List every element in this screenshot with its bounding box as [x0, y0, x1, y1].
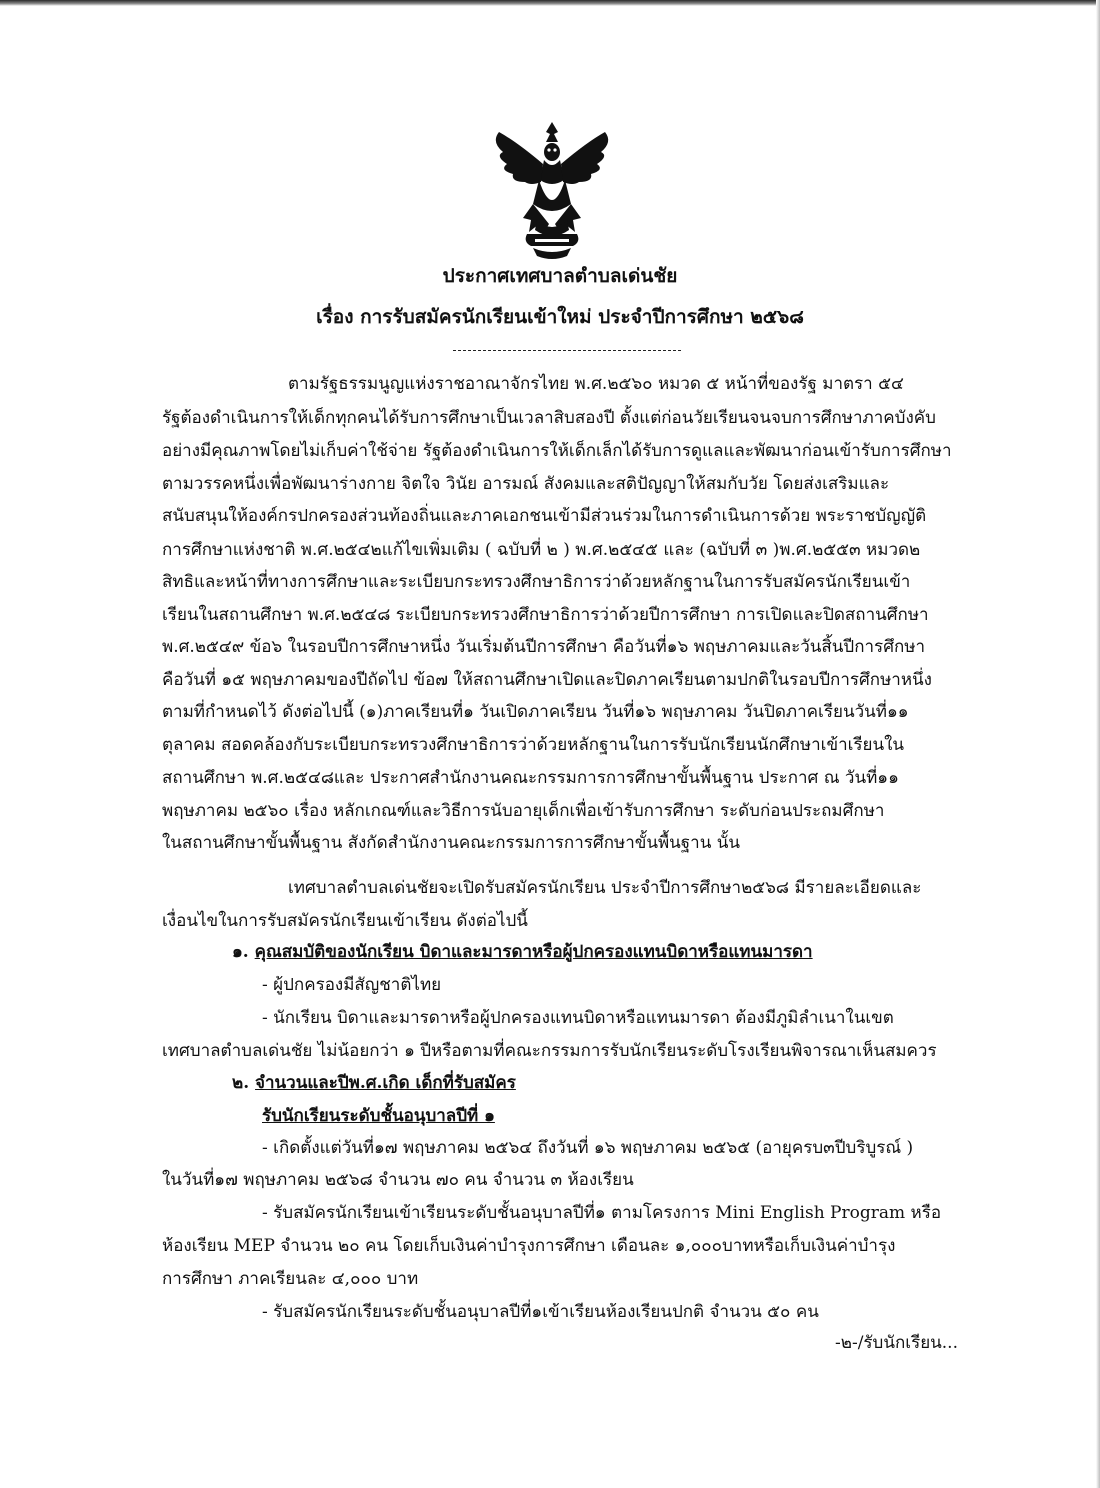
scan-edge-top [0, 0, 1100, 6]
paragraph-line: สถานศึกษา พ.ศ.๒๕๔๘และ ประกาศสำนักงานคณะกรรมการการศึกษาขั้นพื้นฐาน ประกาศ ณ วันที่๑๑ [162, 768, 899, 788]
paragraph-line: ห้องเรียน MEP จำนวน ๒๐ คน โดยเก็บเงินค่าบำรุงการศึกษา เดือนละ ๑,๐๐๐บาทหรือเก็บเงินค่าบำรุง [162, 1236, 896, 1256]
paragraph-line: การศึกษา ภาคเรียนละ ๔,๐๐๐ บาท [162, 1269, 419, 1289]
paragraph-line: ในวันที่๑๗ พฤษภาคม ๒๕๖๘ จำนวน ๗๐ คน จำนวน ๓ ห้องเรียน [162, 1170, 634, 1190]
section-1-title: คุณสมบัติของนักเรียน บิดาและมารดาหรือผู้ปกครองแทนบิดาหรือแทนมารดา [254, 942, 813, 962]
paragraph-line: ตามวรรคหนึ่งเพื่อพัฒนาร่างกาย จิตใจ วินัย อารมณ์ สังคมและสติปัญญาให้สมกับวัย โดยส่งเสริมและ [162, 474, 890, 494]
paragraph-line: ตามที่กำหนดไว้ ดังต่อไปนี้ (๑)ภาคเรียนที่๑ วันเปิดภาคเรียน วันที่๑๖ พฤษภาคม วันปิดภาคเรียนวันที่๑๑ [162, 702, 909, 722]
paragraph-line: เงื่อนไขในการรับสมัครนักเรียนเข้าเรียน ดังต่อไปนี้ [162, 911, 528, 931]
paragraph-line: เทศบาลตำบลเด่นชัย ไม่น้อยกว่า ๑ ปีหรือตามที่คณะกรรมการรับนักเรียนระดับโรงเรียนพิจารณาเห็นสมควร [162, 1041, 937, 1061]
paragraph-line: เทศบาลตำบลเด่นชัยจะเปิดรับสมัครนักเรียน ประจำปีการศึกษา๒๕๖๘ มีรายละเอียดและ [288, 878, 922, 898]
section-2-subtitle: รับนักเรียนระดับชั้นอนุบาลปีที่ ๑ [262, 1106, 495, 1126]
bullet-item: - รับสมัครนักเรียนระดับชั้นอนุบาลปีที่๑เข้าเรียนห้องเรียนปกติ จำนวน ๕๐ คน [262, 1302, 819, 1322]
paragraph-line: เรียนในสถานศึกษา พ.ศ.๒๕๔๘ ระเบียบกระทรวงศึกษาธิการว่าด้วยปีการศึกษา การเปิดและปิดสถานศึกษา [162, 605, 929, 625]
section-1-heading [232, 935, 958, 969]
bullet-item: - รับสมัครนักเรียนเข้าเรียนระดับชั้นอนุบาลปีที่๑ ตามโครงการ Mini English Program หรือ [262, 1203, 942, 1223]
paragraph-line: คือวันที่ ๑๕ พฤษภาคมของปีถัดไป ข้อ๗ ให้สถานศึกษาเปิดและปิดภาคเรียนตามปกติในรอบปีการศึกษาหนึ่ง [162, 670, 932, 690]
title-divider [453, 350, 681, 351]
section-2-subheading [262, 1099, 958, 1133]
section-2-number: ๒. [232, 1073, 250, 1093]
paragraph-line: พ.ศ.๒๕๔๙ ข้อ๖ ในรอบปีการศึกษาหนึ่ง วันเริ่มต้นปีการศึกษา คือวันที่๑๖ พฤษภาคมและวันสิ้นปีการศึกษา [162, 637, 926, 657]
paragraph-line: ในสถานศึกษาขั้นพื้นฐาน สังกัดสำนักงานคณะกรรมการการศึกษาขั้นพื้นฐาน นั้น [162, 833, 740, 853]
section-1-number: ๑. [232, 942, 249, 962]
paragraph-line: พฤษภาคม ๒๕๖๐ เรื่อง หลักเกณฑ์และวิธีการนับอายุเด็กเพื่อเข้ารับการศึกษา ระดับก่อนประถมศึกษา [162, 801, 885, 821]
announcement-subject: เรื่อง การรับสมัครนักเรียนเข้าใหม่ ประจำปีการศึกษา ๒๕๖๘ [316, 306, 804, 328]
paragraph-line: การศึกษาแห่งชาติ พ.ศ.๒๕๔๒แก้ไขเพิ่มเติม ( ฉบับที่ ๒ ) พ.ศ.๒๕๔๕ และ (ฉบับที่ ๓ )พ.ศ.๒๕๕๓ หมวด๒ [162, 540, 921, 560]
garuda-emblem-icon [477, 112, 627, 262]
announcement-title: ประกาศเทศบาลตำบลเด่นชัย [442, 265, 678, 287]
section-2-title: จำนวนและปีพ.ศ.เกิด เด็กที่รับสมัคร [255, 1073, 516, 1093]
paragraph-line: สิทธิและหน้าที่ทางการศึกษาและระเบียบกระทรวงศึกษาธิการว่าด้วยหลักฐานในการรับสมัครนักเรียนเข้า [162, 572, 911, 592]
paragraph-line: ตามรัฐธรรมนูญแห่งราชอาณาจักรไทย พ.ศ.๒๕๖๐ หมวด ๕ หน้าที่ของรัฐ มาตรา ๕๔ [288, 374, 904, 394]
section-2-heading [232, 1066, 958, 1100]
bullet-item: - นักเรียน บิดาและมารดาหรือผู้ปกครองแทนบิดาหรือแทนมารดา ต้องมีภูมิลำเนาในเขต [262, 1008, 894, 1028]
bullet-item: - ผู้ปกครองมีสัญชาติไทย [262, 975, 442, 995]
bullet-item: - เกิดตั้งแต่วันที่๑๗ พฤษภาคม ๒๕๖๔ ถึงวันที่ ๑๖ พฤษภาคม ๒๕๖๕ (อายุครบ๓ปีบริบูรณ์ ) [262, 1138, 914, 1158]
page-continuation: -๒-/รับนักเรียน... [835, 1333, 958, 1353]
paragraph-line: ตุลาคม สอดคล้องกับระเบียบกระทรวงศึกษาธิการว่าด้วยหลักฐานในการรับนักเรียนนักศึกษาเข้าเรียนใน [162, 735, 905, 755]
paragraph-line: รัฐต้องดำเนินการให้เด็กทุกคนได้รับการศึกษาเป็นเวลาสิบสองปี ตั้งแต่ก่อนวัยเรียนจนจบการศึกษาภาคบังคับ [162, 408, 936, 428]
paragraph-line: สนับสนุนให้องค์กรปกครองส่วนท้องถิ่นและภาคเอกชนเข้ามีส่วนร่วมในการดำเนินการด้วย พระราชบัญญัติ [162, 506, 927, 526]
scan-edge-right [1096, 0, 1100, 1488]
paragraph-line: อย่างมีคุณภาพโดยไม่เก็บค่าใช้จ่าย รัฐต้องดำเนินการให้เด็กเล็กได้รับการดูแลและพัฒนาก่อนเข้ารับการศึกษา [162, 441, 952, 461]
